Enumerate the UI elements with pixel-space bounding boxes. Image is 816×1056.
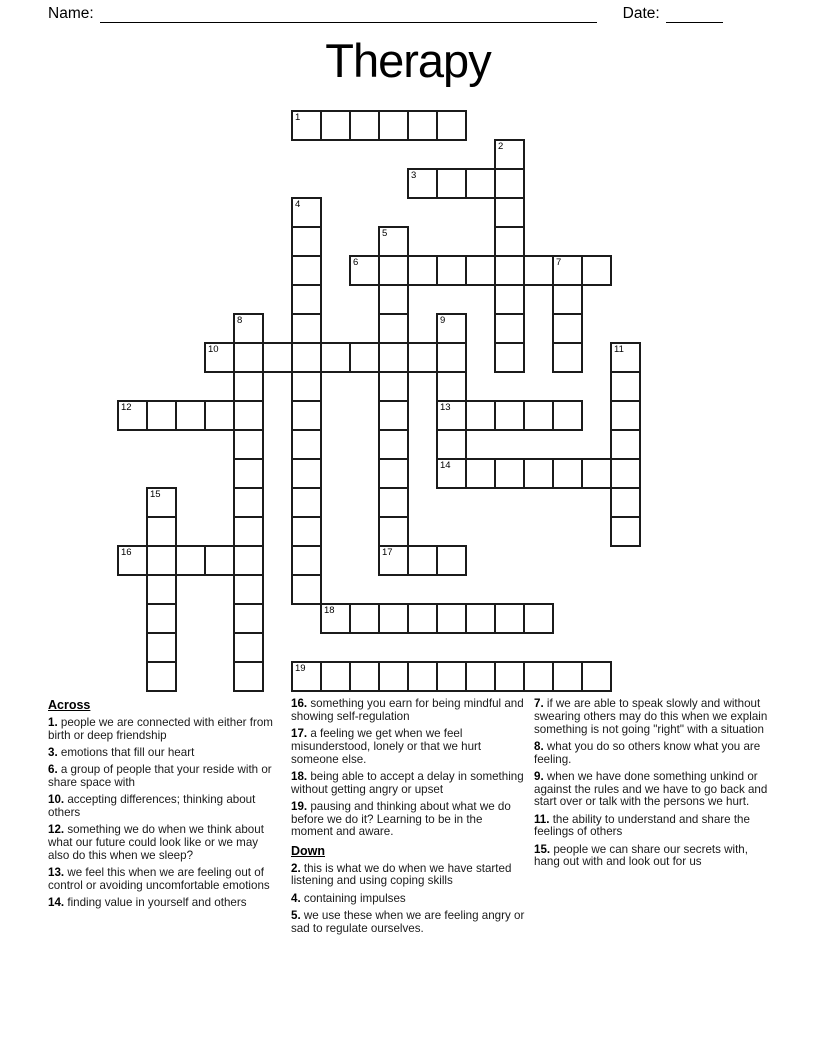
crossword-cell[interactable] [436,342,467,373]
crossword-cell[interactable] [552,400,583,431]
clue-text: being able to accept a delay in something without getting angry or upset [291,769,524,796]
crossword-cell[interactable] [610,487,641,518]
crossword-cell[interactable] [465,400,496,431]
crossword-cell[interactable] [465,661,496,692]
clue-text: something we do when we think about what our future could look like or we may also do this when we sleep? [48,823,264,862]
crossword-cell[interactable] [494,255,525,286]
down-heading: Down [291,843,326,858]
clue-down-7 [534,698,768,736]
crossword-cell[interactable] [378,487,409,518]
crossword-cell[interactable] [378,545,409,576]
crossword-cell[interactable] [291,661,322,692]
clue-number: 13. [48,866,65,879]
crossword-cell[interactable] [233,458,264,489]
crossword-cell[interactable] [291,255,322,286]
clue-text: a feeling we get when we feel misunderstood, lonely or that we hurt someone else. [291,727,482,766]
clue-number: 9. [534,769,544,783]
crossword-cell[interactable] [349,603,380,634]
crossword-cell[interactable] [233,661,264,692]
crossword-cell[interactable] [523,603,554,634]
clue-across-6 [48,764,282,790]
crossword-cell[interactable] [146,400,177,431]
crossword-cell[interactable] [494,226,525,257]
clue-number: 15. [534,842,551,856]
crossword-cell[interactable] [175,545,206,576]
crossword-cell[interactable] [378,284,409,315]
cell-number: 1 [295,112,301,123]
across-heading: Across [48,698,91,712]
crossword-cell[interactable] [552,661,583,692]
crossword-cell[interactable] [146,661,177,692]
cell-number: 16 [121,547,132,558]
clues-column-3 [534,698,768,940]
crossword-cell[interactable] [291,371,322,402]
crossword-cell[interactable] [320,661,351,692]
crossword-cell[interactable] [175,400,206,431]
crossword-cell[interactable] [610,371,641,402]
crossword-cell[interactable] [233,574,264,605]
crossword-cell[interactable] [291,284,322,315]
clue-across-12 [48,824,282,862]
crossword-cell[interactable] [378,110,409,141]
crossword-cell[interactable] [494,197,525,228]
clue-number: 7. [534,697,544,710]
crossword-cell[interactable] [407,255,438,286]
crossword-cell[interactable] [494,661,525,692]
crossword-cell[interactable] [291,342,322,373]
clue-number: 11. [534,812,550,826]
cell-number: 6 [353,257,359,268]
crossword-cell[interactable] [378,400,409,431]
crossword-cell[interactable] [204,342,235,373]
crossword-cell[interactable] [494,400,525,431]
clue-down-9 [534,771,768,809]
crossword-cell[interactable] [494,284,525,315]
crossword-cell[interactable] [233,371,264,402]
clues-section [48,698,768,940]
crossword-cell[interactable] [378,313,409,344]
crossword-cell[interactable] [291,458,322,489]
clue-down-2 [291,863,525,889]
clue-text: people we are connected with either from birth or deep friendship [48,716,273,742]
crossword-cell[interactable] [291,429,322,460]
crossword-cell[interactable] [233,545,264,576]
clue-number: 14. [48,896,65,909]
clue-across-13 [48,867,282,893]
cell-number: 12 [121,402,132,413]
crossword-cell[interactable] [494,168,525,199]
clue-number: 4. [291,891,301,905]
crossword-cell[interactable] [378,661,409,692]
crossword-cell[interactable] [117,545,148,576]
crossword-cell[interactable] [233,400,264,431]
crossword-cell[interactable] [581,458,612,489]
clue-text: what you do so others know what you are feeling. [534,739,761,766]
crossword-cell[interactable] [378,342,409,373]
crossword-cell[interactable] [291,400,322,431]
crossword-cell[interactable] [291,313,322,344]
crossword-cell[interactable] [378,516,409,547]
crossword-cell[interactable] [581,255,612,286]
down-clues-part1 [291,863,525,936]
crossword-cell[interactable] [146,487,177,518]
crossword-cell[interactable] [610,458,641,489]
crossword-cell[interactable] [494,342,525,373]
clue-across-1 [48,717,282,743]
cell-number: 19 [295,663,306,674]
clue-text: this is what we do when we have started listening and using coping skills [291,861,512,888]
cell-number: 17 [382,547,393,558]
clue-number: 3. [48,746,58,759]
cell-number: 4 [295,199,301,210]
clue-text: emotions that fill our heart [57,746,195,759]
clues-column-1 [48,698,282,940]
clue-number: 2. [291,861,301,875]
clue-text: something you earn for being mindful and showing self-regulation [291,697,524,723]
crossword-cell[interactable] [233,313,264,344]
crossword-cell[interactable] [407,603,438,634]
crossword-cell[interactable] [610,516,641,547]
crossword-cell[interactable] [494,458,525,489]
clue-text: when we have done something unkind or against the rules and we have to go back and start over or talk with the persons we hurt. [534,769,768,809]
clue-down-15 [534,844,768,870]
cell-number: 10 [208,344,219,355]
clue-text: we use these when we are feeling angry or sad to regulate ourselves. [291,908,525,935]
cell-number: 14 [440,460,451,471]
crossword-cell[interactable] [233,516,264,547]
crossword-cell[interactable] [436,168,467,199]
crossword-cell[interactable] [436,400,467,431]
worksheet-header [48,5,740,23]
clue-across-10 [48,794,282,820]
clue-number: 5. [291,908,301,922]
crossword-cell[interactable] [494,139,525,170]
clue-across-3 [48,747,282,760]
across-clues-part1 [48,717,282,910]
crossword-cell[interactable] [349,342,380,373]
crossword-cell[interactable] [146,574,177,605]
crossword-cell[interactable] [378,458,409,489]
crossword-cell[interactable] [407,168,438,199]
crossword-cell[interactable] [349,255,380,286]
crossword-cell[interactable] [407,110,438,141]
clue-number: 19. [291,799,308,813]
crossword-cell[interactable] [262,342,293,373]
crossword-cell[interactable] [117,400,148,431]
crossword-cell[interactable] [291,110,322,141]
clue-number: 10. [48,793,65,807]
clue-across-16 [291,698,525,724]
cell-number: 2 [498,141,504,152]
crossword-cell[interactable] [378,226,409,257]
clue-across-14 [48,897,282,910]
clue-text: accepting differences; thinking about others [48,793,256,819]
crossword-cell[interactable] [291,197,322,228]
page-title: Therapy [325,34,491,87]
across-clues-part2 [291,698,525,839]
cell-number: 9 [440,315,446,326]
crossword-cell[interactable] [407,342,438,373]
clue-down-5 [291,910,525,936]
crossword-cell[interactable] [233,603,264,634]
cell-number: 8 [237,315,243,326]
crossword-cell[interactable] [378,371,409,402]
crossword-cell[interactable] [407,545,438,576]
cell-number: 5 [382,228,388,239]
crossword-cell[interactable] [204,545,235,576]
clue-number: 18. [291,769,308,783]
clue-across-17 [291,728,525,766]
crossword-grid [117,110,641,692]
crossword-cell[interactable] [436,371,467,402]
crossword-cell[interactable] [320,110,351,141]
crossword-cell[interactable] [552,458,583,489]
cell-number: 13 [440,402,451,413]
crossword-cell[interactable] [291,226,322,257]
crossword-cell[interactable] [465,255,496,286]
date-field-line[interactable] [666,5,723,23]
clue-down-11 [534,814,768,840]
clue-number: 8. [534,739,544,753]
crossword-cell[interactable] [436,110,467,141]
crossword-cell[interactable] [291,545,322,576]
clue-text: pausing and thinking about what we do before we do it? Learning to be in the moment and aware. [291,799,511,839]
crossword-cell[interactable] [523,661,554,692]
crossword-cell[interactable] [407,661,438,692]
clue-number: 12. [48,823,65,837]
crossword-cell[interactable] [436,313,467,344]
clue-text: people we can share our secrets with, hang out with and look out for us [534,842,748,869]
crossword-cell[interactable] [465,458,496,489]
crossword-cell[interactable] [349,110,380,141]
crossword-cell[interactable] [233,632,264,663]
crossword-cell[interactable] [378,429,409,460]
crossword-cell[interactable] [581,661,612,692]
crossword-cell[interactable] [146,545,177,576]
down-clues-part2 [534,698,768,869]
crossword-cell[interactable] [552,313,583,344]
crossword-cell[interactable] [233,487,264,518]
crossword-cell[interactable] [610,429,641,460]
crossword-cell[interactable] [436,661,467,692]
cell-number: 7 [556,257,562,268]
name-label: Name: [48,5,94,22]
crossword-cell[interactable] [233,429,264,460]
crossword-cell[interactable] [610,400,641,431]
crossword-cell[interactable] [465,168,496,199]
crossword-cell[interactable] [233,342,264,373]
crossword-cell[interactable] [436,429,467,460]
clue-text: a group of people that your reside with or share space with [48,763,272,789]
crossword-cell[interactable] [378,255,409,286]
crossword-cell[interactable] [436,603,467,634]
date-label: Date: [622,5,660,22]
crossword-cell[interactable] [204,400,235,431]
crossword-cell[interactable] [523,255,554,286]
crossword-cell[interactable] [146,603,177,634]
cell-number: 18 [324,605,335,616]
name-field-line[interactable] [100,5,597,23]
clue-down-8 [534,741,768,767]
clues-column-2 [291,698,525,940]
clue-text: containing impulses [300,891,406,905]
crossword-cell[interactable] [146,516,177,547]
crossword-cell[interactable] [494,603,525,634]
clue-number: 6. [48,763,58,777]
crossword-cell[interactable] [291,487,322,518]
crossword-cell[interactable] [552,284,583,315]
clue-number: 17. [291,727,308,740]
cell-number: 11 [614,344,624,355]
clue-down-4 [291,893,525,906]
crossword-cell[interactable] [436,458,467,489]
cell-number: 15 [150,489,161,500]
crossword-cell[interactable] [494,313,525,344]
crossword-cell[interactable] [378,603,409,634]
crossword-cell[interactable] [610,342,641,373]
crossword-cell[interactable] [320,342,351,373]
clue-number: 1. [48,716,58,729]
crossword-cell[interactable] [523,458,554,489]
crossword-cell[interactable] [436,545,467,576]
clue-text: finding value in yourself and others [64,896,247,909]
clue-number: 16. [291,697,308,710]
crossword-cell[interactable] [523,400,554,431]
crossword-cell[interactable] [291,516,322,547]
cell-number: 3 [411,170,417,181]
clue-text: if we are able to speak slowly and without swearing others may do this when we explain something is not going "right" with a situation [534,697,768,736]
crossword-cell[interactable] [552,255,583,286]
crossword-cell[interactable] [349,661,380,692]
clue-text: the ability to understand and share the feelings of others [534,812,750,839]
clue-text: we feel this when we are feeling out of control or avoiding uncomfortable emotions [48,866,270,892]
clue-across-19 [291,801,525,839]
crossword-cell[interactable] [146,632,177,663]
crossword-cell[interactable] [320,603,351,634]
crossword-cell[interactable] [291,574,322,605]
crossword-cell[interactable] [465,603,496,634]
crossword-cell[interactable] [436,255,467,286]
crossword-cell[interactable] [552,342,583,373]
clue-across-18 [291,771,525,797]
